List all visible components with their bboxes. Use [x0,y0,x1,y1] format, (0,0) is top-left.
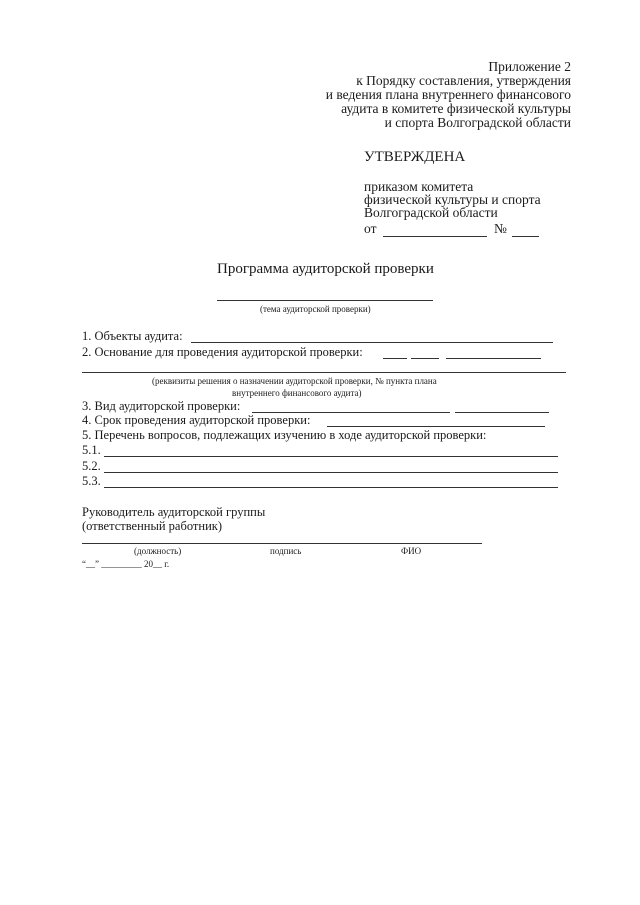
head-line-2: (ответственный работник) [82,519,223,533]
sign-caption: подпись [270,546,302,556]
approval-line-2: физической культуры и спорта [364,192,541,207]
topic-line [217,300,433,301]
item-basis-line-3 [446,358,541,359]
item-basis-label: 2. Основание для проведения аудиторской проверки: [82,345,363,359]
approval-date-line [383,236,487,237]
item-type-line-2 [455,412,549,413]
appendix-line-4: аудита в комитете физической культуры [341,101,571,116]
head-line-1: Руководитель аудиторской группы [82,505,266,519]
approval-title: УТВЕРЖДЕНА [364,149,466,165]
item-term-line [327,426,545,427]
item-basis-caption-2: внутреннего финансового аудита) [232,388,362,398]
item-basis-caption-1: (реквизиты решения о назначении аудиторской проверки, № пункта плана [152,376,437,386]
approval-line-1: приказом комитета [364,179,474,194]
item-type-label: 3. Вид аудиторской проверки: [82,399,241,413]
appendix-line-5: и спорта Волгоградской области [384,115,571,130]
position-caption: (должность) [134,546,182,556]
signature-date-line: “__” _________ 20__ г. [82,559,170,569]
item-basis-line-1 [383,358,407,359]
program-title: Программа аудиторской проверки [217,261,434,277]
item-objects-line [191,342,553,343]
item-objects-label: 1. Объекты аудита: [82,329,183,343]
question-1-label: 5.1. [82,443,101,457]
name-caption: ФИО [401,546,422,556]
approval-line-3: Волгоградской области [364,205,498,220]
appendix-line-2: к Порядку составления, утверждения [356,73,571,88]
approval-number-label: № [494,221,507,236]
question-1-line [104,456,558,457]
approval-from-label: от [364,221,377,236]
item-questions-label: 5. Перечень вопросов, подлежащих изучению в ходе аудиторской проверки: [82,428,487,442]
item-basis-full-line [82,372,566,373]
signature-line [82,543,482,544]
appendix-title: Приложение 2 [488,59,571,74]
item-term-label: 4. Срок проведения аудиторской проверки: [82,413,311,427]
item-basis-line-2 [411,358,439,359]
question-3-line [104,487,558,488]
question-2-label: 5.2. [82,459,101,473]
question-3-label: 5.3. [82,474,101,488]
topic-caption: (тема аудиторской проверки) [260,304,371,314]
appendix-line-3: и ведения плана внутреннего финансового [325,87,571,102]
approval-number-line [512,236,539,237]
question-2-line [104,472,558,473]
